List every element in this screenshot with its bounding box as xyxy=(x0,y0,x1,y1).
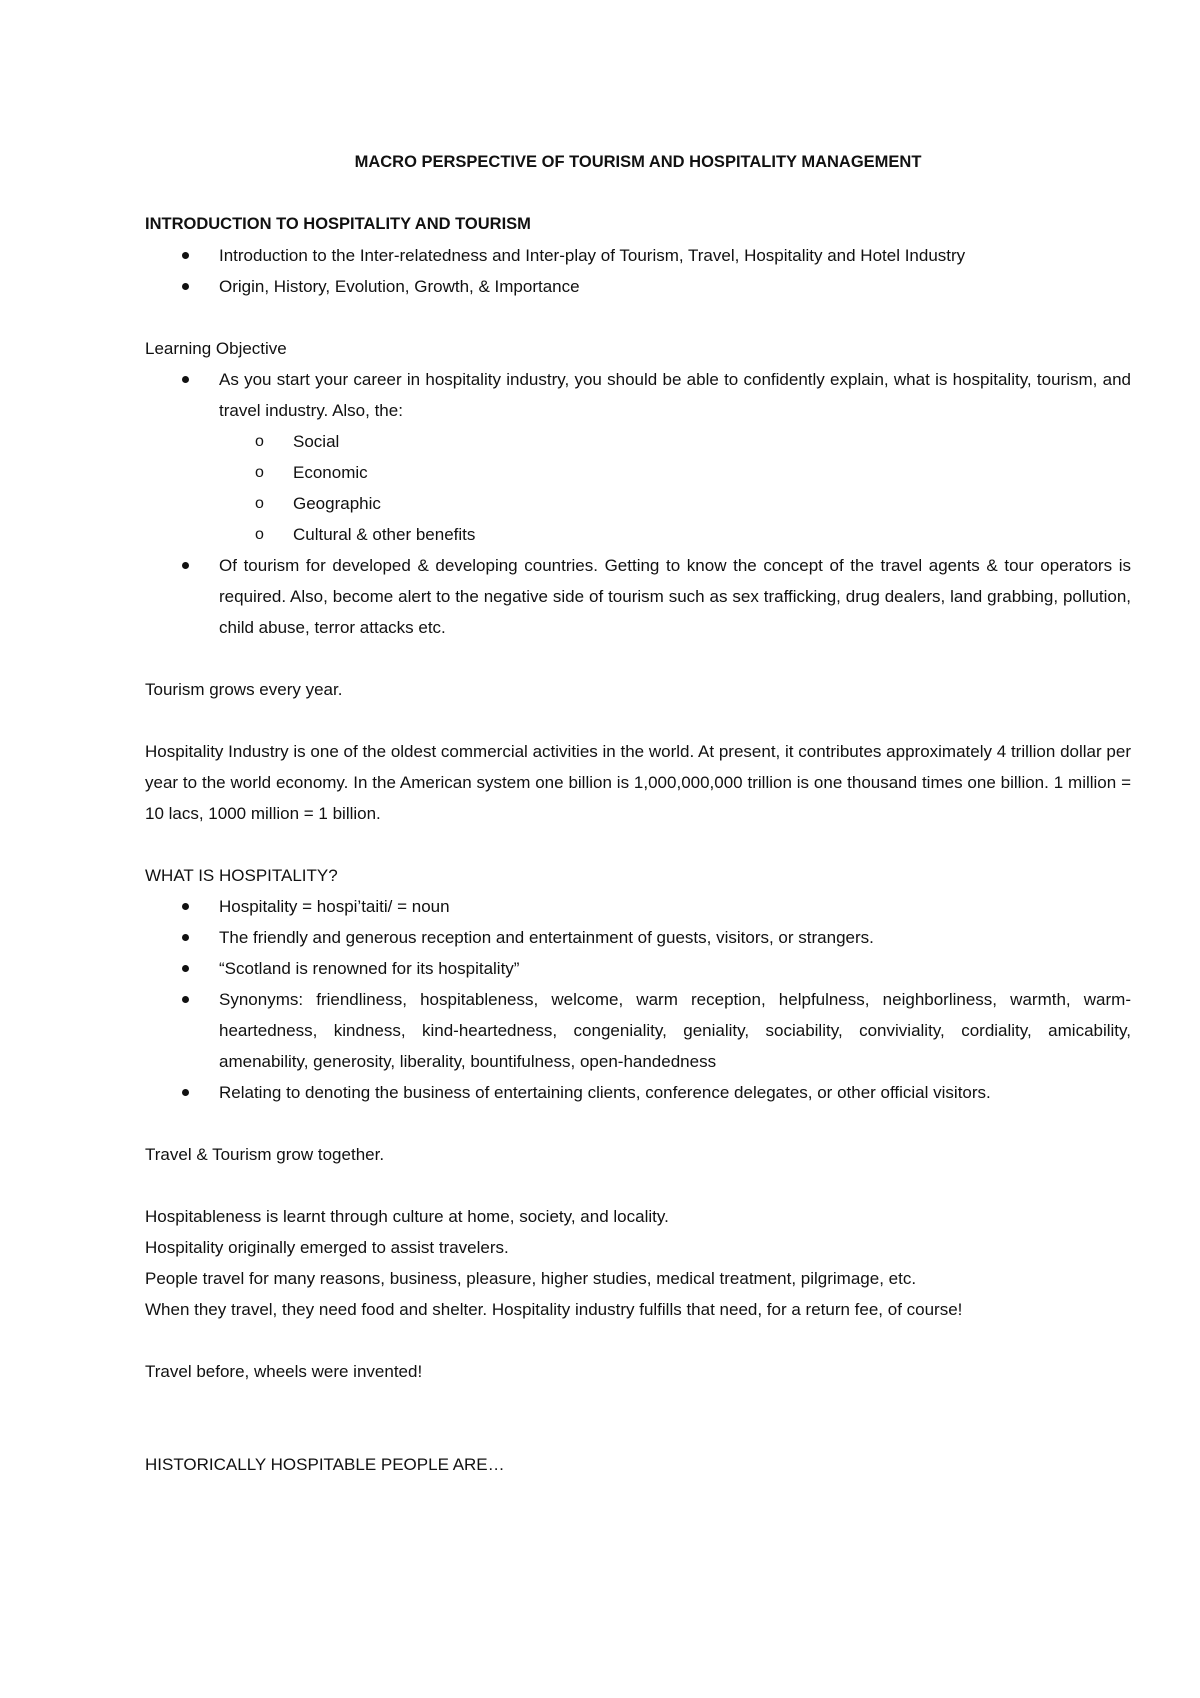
list-item-text: Introduction to the Inter-relatedness and Inter-play of Tourism, Travel, Hospitality and Hotel Industry xyxy=(219,246,966,265)
circle-bullet-icon: o xyxy=(255,433,264,450)
list-item-text: Of tourism for developed & developing countries. Getting to know the concept of the travel agents & tour operators is required. Also, become alert to the negative side of tourism such as sex trafficking, drug dealers, land grabbing, pollution, child abuse, terror attacks etc. xyxy=(219,556,1131,637)
list-item-text: Relating to denoting the business of entertaining clients, conference delegates, or other official visitors. xyxy=(219,1083,991,1102)
circle-bullet-icon: o xyxy=(255,464,264,481)
spacer xyxy=(145,643,1131,674)
paragraph-line: People travel for many reasons, business, pleasure, higher studies, medical treatment, pilgrimage, etc. xyxy=(145,1269,917,1288)
sublist-item xyxy=(145,488,1131,519)
hospitality-bullet-list xyxy=(145,891,1131,1108)
spacer xyxy=(145,302,1131,333)
list-item xyxy=(145,550,1131,643)
spacer xyxy=(145,705,1131,736)
paragraph-line: When they travel, they need food and shelter. Hospitality industry fulfills that need, for a return fee, of course! xyxy=(145,1300,963,1319)
circle-bullet-icon: o xyxy=(255,526,264,543)
intro-bullet-list xyxy=(145,240,1131,302)
list-item xyxy=(145,891,1131,922)
spacer xyxy=(145,1325,1131,1356)
paragraph-line: Hospitableness is learnt through culture at home, society, and locality. xyxy=(145,1207,669,1226)
learning-bullet-list xyxy=(145,364,1131,643)
paragraph-line: Hospitality originally emerged to assist travelers. xyxy=(145,1238,509,1257)
paragraph-hospitality-industry: Hospitality Industry is one of the oldest commercial activities in the world. At present, it contributes approximately 4 trillion dollar per year to the world economy. In the American system one billion is 1,000,000,000 trillion is one thousand times one billion. 1 million = 10 lacs, 1000 million = 1 billion. xyxy=(145,742,1131,823)
list-item xyxy=(145,922,1131,953)
list-item-text: The friendly and generous reception and entertainment of guests, visitors, or strangers. xyxy=(219,928,874,947)
bullet-icon xyxy=(182,1089,189,1096)
what-is-hospitality-heading: WHAT IS HOSPITALITY? xyxy=(145,866,338,885)
bullet-icon xyxy=(182,903,189,910)
sublist-item xyxy=(145,426,1131,457)
sublist-item-text: Economic xyxy=(293,463,368,482)
paragraph-travel-grow: Travel & Tourism grow together. xyxy=(145,1145,385,1164)
list-item xyxy=(145,271,1131,302)
list-item xyxy=(145,240,1131,271)
spacer xyxy=(145,1170,1131,1201)
spacer xyxy=(145,1387,1131,1418)
circle-bullet-icon: o xyxy=(255,495,264,512)
bullet-icon xyxy=(182,376,189,383)
learning-heading: Learning Objective xyxy=(145,339,287,358)
bullet-icon xyxy=(182,996,189,1003)
bullet-icon xyxy=(182,934,189,941)
bullet-icon xyxy=(182,965,189,972)
list-item xyxy=(145,984,1131,1077)
list-item-text: As you start your career in hospitality industry, you should be able to confidently explain, what is hospitality, tourism, and travel industry. Also, the: xyxy=(219,370,1131,420)
paragraph-tourism-grows: Tourism grows every year. xyxy=(145,680,343,699)
benefits-sublist xyxy=(145,426,1131,550)
paragraph-wheels: Travel before, wheels were invented! xyxy=(145,1362,423,1381)
spacer xyxy=(145,829,1131,860)
intro-heading: INTRODUCTION TO HOSPITALITY AND TOURISM xyxy=(145,215,531,233)
document-page xyxy=(145,147,1131,1480)
sublist-item xyxy=(145,519,1131,550)
sublist-item-text: Social xyxy=(293,432,340,451)
document-title: MACRO PERSPECTIVE OF TOURISM AND HOSPITALITY MANAGEMENT xyxy=(354,153,922,171)
list-item-text: “Scotland is renowned for its hospitality” xyxy=(219,959,520,978)
bullet-icon xyxy=(182,562,189,569)
sublist-item-text: Geographic xyxy=(293,494,381,513)
list-item-text: Synonyms: friendliness, hospitableness, welcome, warm reception, helpfulness, neighborliness, warmth, warm-heartedness, kindness, kind-heartedness, congeniality, geniality, sociability, conviviality, cordiality, amicability, amenability, generosity, liberality, bountifulness, open-handedness xyxy=(219,990,1131,1071)
list-item xyxy=(145,364,1131,550)
spacer xyxy=(145,178,1131,209)
list-item xyxy=(145,1077,1131,1108)
bullet-icon xyxy=(182,252,189,259)
spacer xyxy=(145,1418,1131,1449)
bullet-icon xyxy=(182,283,189,290)
spacer xyxy=(145,1108,1131,1139)
historically-heading: HISTORICALLY HOSPITABLE PEOPLE ARE… xyxy=(145,1455,505,1474)
list-item-text: Hospitality = hospi’taiti/ = noun xyxy=(219,897,450,916)
sublist-item xyxy=(145,457,1131,488)
list-item xyxy=(145,953,1131,984)
list-item-text: Origin, History, Evolution, Growth, & Importance xyxy=(219,277,580,296)
sublist-item-text: Cultural & other benefits xyxy=(293,525,476,544)
